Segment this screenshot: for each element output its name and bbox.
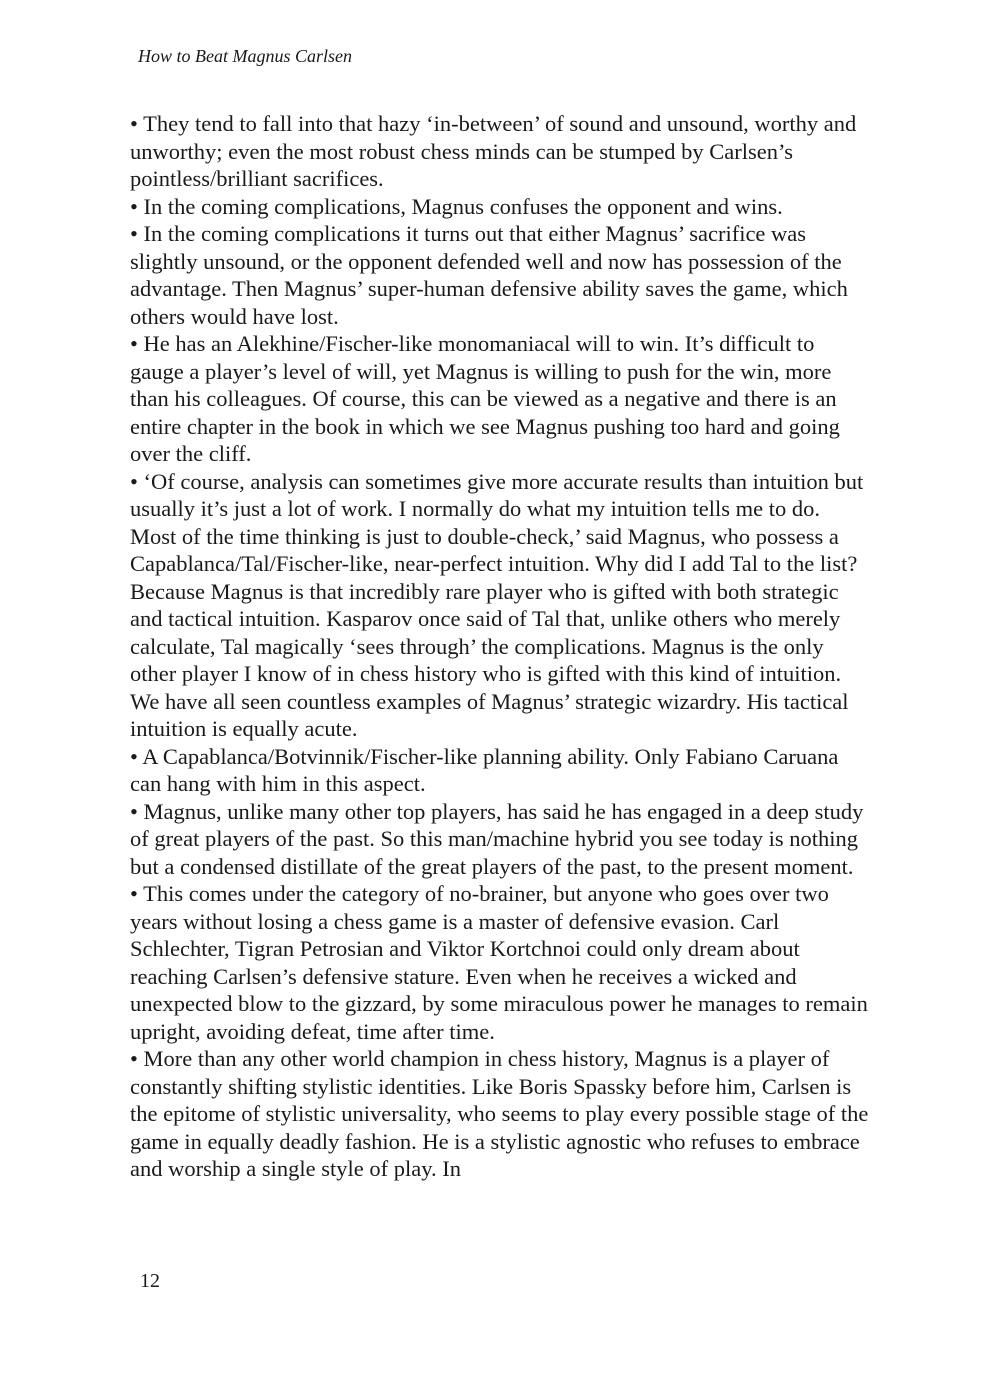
bullet-paragraph: • They tend to fall into that hazy ‘in-between’ of sound and unsound, worthy and unworthy; even the most robust chess minds can be stumped by Carlsen’s pointless/brilliant sacrifices.	[130, 111, 857, 191]
running-header: How to Beat Magnus Carlsen	[138, 46, 352, 66]
bullet-paragraph: • In the coming complications, Magnus confuses the opponent and wins.	[130, 193, 783, 219]
bullet-paragraph: • More than any other world champion in chess history, Magnus is a player of constantly shifting stylistic identities. Like Boris Spassky before him, Carlsen is the epitome of stylistic universality, who seems to play every possible stage of the game in equally deadly fashion. He is a stylistic agnostic who refuses to embrace and worship a single style of play. In	[130, 1046, 869, 1181]
bullet-paragraph: • This comes under the category of no-brainer, but anyone who goes over two years without losing a chess game is a master of defensive evasion. Carl Schlechter, Tigran Petrosian and Viktor Kortchnoi could only dream about reaching Carlsen’s defensive stature. Even when he receives a wicked and unexpected blow to the gizzard, by some miraculous power he manages to remain upright, avoiding defeat, time after time.	[130, 881, 868, 1044]
body-text	[130, 110, 870, 1183]
bullet-paragraph: • Magnus, unlike many other top players, has said he has engaged in a deep study of great players of the past. So this man/machine hybrid you see today is nothing but a condensed distillate of the great players of the past, to the present moment.	[130, 798, 864, 879]
bullet-paragraph: • ‘Of course, analysis can sometimes give more accurate results than intuition but usually it’s just a lot of work. I normally do what my intuition tells me to do. Most of the time thinking is just to double-check,’ said Magnus, who possess a Capablanca/Tal/Fischer-like, near-perfect intuition. Why did I add Tal to the list? Because Magnus is that incredibly rare player who is gifted with both strategic and tactical intuition. Kasparov once said of Tal that, unlike others who merely calculate, Tal magically ‘sees through’ the complications. Magnus is the only other player I know of in chess history who is gifted with this kind of intuition. We have all seen countless examples of Magnus’ strategic wizardry. His tactical intuition is equally acute.	[130, 468, 864, 741]
bullet-paragraph: • He has an Alekhine/Fischer-like monomaniacal will to win. It’s difficult to gauge a player’s level of will, yet Magnus is willing to push for the win, more than his colleagues. Of course, this can be viewed as a negative and there is an entire chapter in the book in which we see Magnus pushing too hard and going over the cliff.	[130, 331, 840, 466]
page-number: 12	[140, 1270, 160, 1292]
bullet-paragraph: • In the coming complications it turns out that either Magnus’ sacrifice was slightly unsound, or the opponent defended well and now has possession of the advantage. Then Magnus’ super-human defensive ability saves the game, which others would have lost.	[130, 221, 848, 329]
bullet-paragraph: • A Capablanca/Botvinnik/Fischer-like planning ability. Only Fabiano Caruana can hang with him in this aspect.	[130, 743, 839, 796]
